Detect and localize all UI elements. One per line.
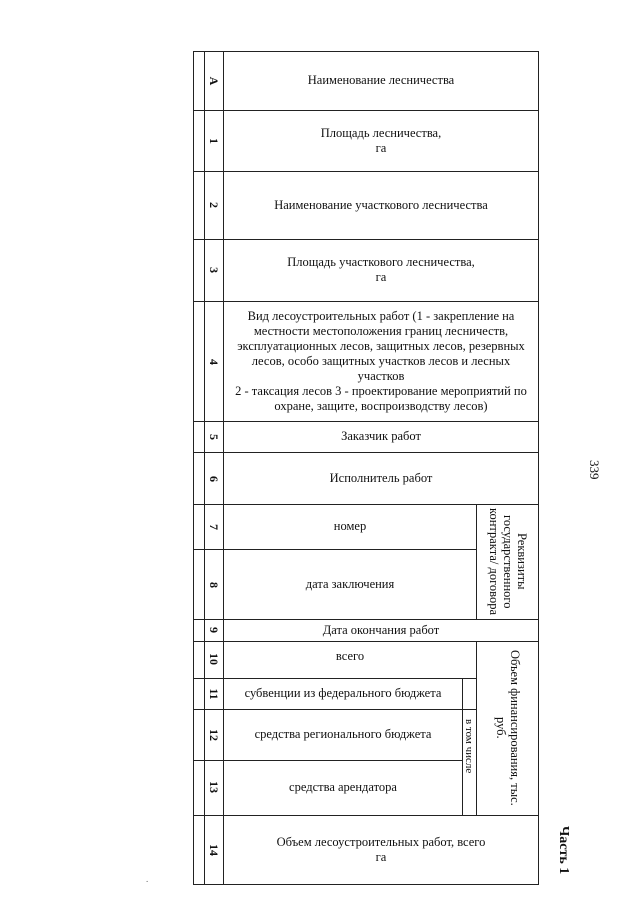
part-label: Часть 1 — [556, 826, 571, 875]
row-text-volume: Объем лесоустроительных работ, всего га — [276, 835, 486, 864]
row-number: 5 — [207, 434, 221, 440]
row-number: 2 — [207, 202, 221, 208]
row-text-total: всего — [335, 648, 365, 663]
scan-mark: . — [146, 874, 149, 884]
row-text-work-type: Вид лесоустроительных работ (1 - закрепление на местности местоположения границ лесничеств, эксплуатационных лесов, защитных лесов, резервных лесов, особо защитных участков лесов и лесных участков 2 - таксация лесов 3 - проектирование мероприятий по охране, защите, воспроизводству лесов) — [235, 308, 527, 413]
row-text-federal: субвенции из федерального бюджета — [244, 686, 442, 700]
row-text-contractor: Исполнитель работ — [329, 470, 433, 485]
row-number: 7 — [207, 524, 221, 530]
row-text-district-area: Площадь участкового лесничества, га — [287, 255, 475, 284]
row-number: А — [207, 76, 221, 86]
row-text-contract-number: номер — [333, 519, 367, 533]
row-text-forestry-name: Наименование лесничества — [307, 73, 455, 87]
row-number: 10 — [207, 653, 221, 665]
row-text-customer: Заказчик работ — [341, 429, 421, 443]
row-number: 3 — [207, 267, 221, 273]
row-text-tenant: средства арендатора — [289, 780, 397, 794]
row-text-forestry-area: Площадь лесничества, га — [320, 125, 442, 155]
row-number: 13 — [207, 781, 221, 793]
row-text-regional: средства регионального бюджета — [254, 727, 432, 741]
row-text-contract-date: дата заключения — [305, 576, 395, 591]
contract-group-label: Реквизиты государственного контракта/ договора — [487, 507, 529, 615]
including-group-label: в том числе — [463, 719, 475, 774]
page-number: 339 — [587, 460, 602, 480]
row-number: 8 — [207, 582, 221, 588]
row-number: 4 — [207, 359, 221, 365]
row-number: 12 — [207, 729, 221, 741]
financing-group-label: Объем финансирования, тыс. руб. — [494, 650, 522, 806]
row-number: 14 — [207, 844, 221, 856]
row-number: 9 — [207, 627, 221, 633]
row-text-end-date: Дата окончания работ — [322, 622, 440, 637]
row-number: 6 — [207, 476, 221, 482]
row-number: 1 — [207, 138, 221, 144]
row-text-district-name: Наименование участкового лесничества — [274, 197, 488, 212]
row-number: 11 — [207, 688, 221, 700]
